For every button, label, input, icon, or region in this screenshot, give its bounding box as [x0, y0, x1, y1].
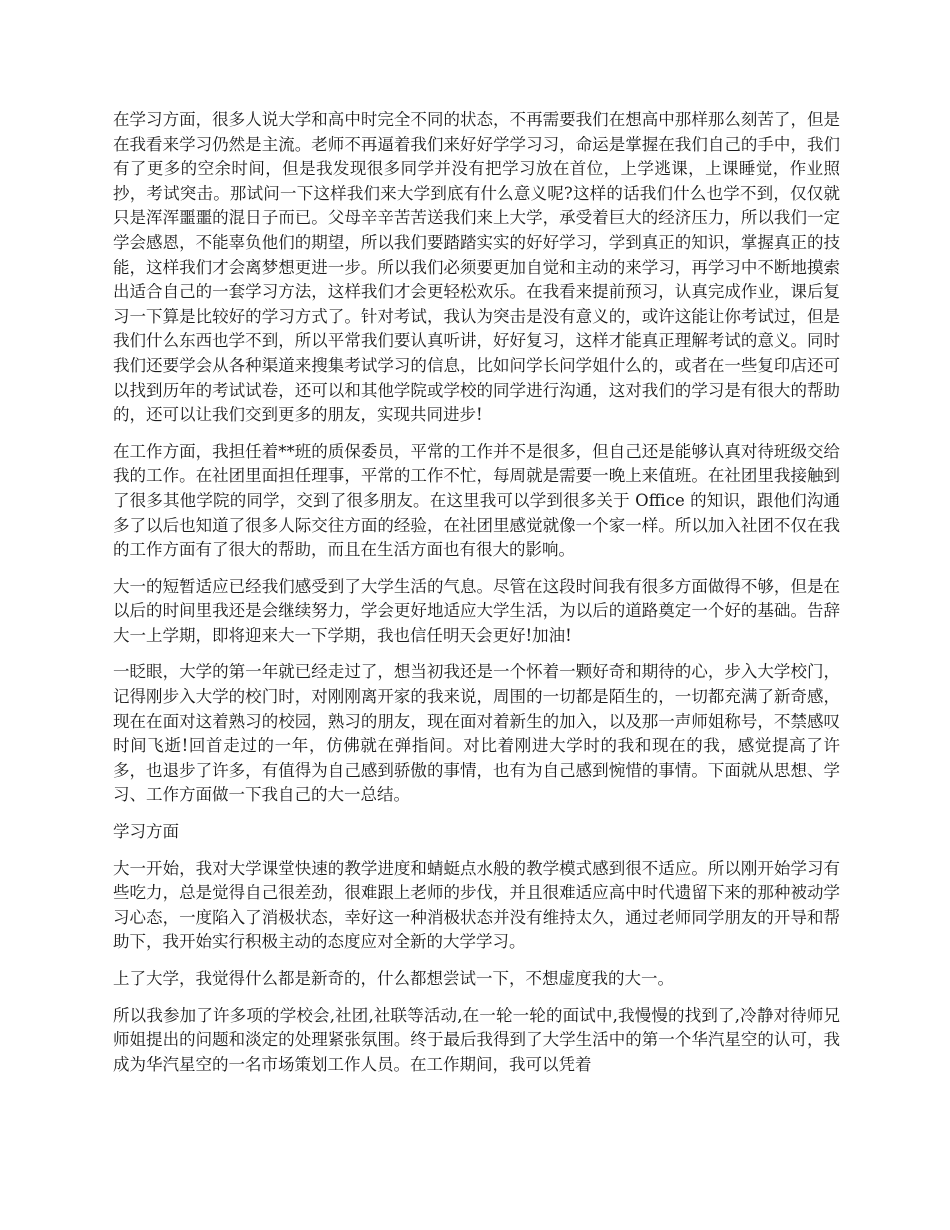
section-heading-study: 学习方面 — [113, 822, 179, 842]
paragraph-novelty: 上了大学，我觉得什么都是新奇的，什么都想尝试一下，不想虚度我的大一。 — [113, 969, 674, 988]
document-page — [113, 108, 840, 1089]
paragraph-study: 在学习方面，很多人说大学和高中时完全不同的状态，不再需要我们在想高中那样那么刻苦了，但是在我看来学习仍然是主流。老师不再逼着我们来好好学学习习，命运是掌握在我们自己的手中，我们有了更多的空余时间，但是我发现很多同学并没有把学习放在首位，上学逃课，上课睡觉，作业照抄，考试突击。那试问一下这样我们来大学到底有什么意义呢?这样的话我们什么也学不到，仅仅就只是浑浑噩噩的混日子而已。父母辛辛苦苦送我们来上大学，承受着巨大的经济压力，所以我们一定学会感恩，不能辜负他们的期望，所以我们要踏踏实实的好好学习，学到真正的知识，掌握真正的技能，这样我们才会离梦想更进一步。所以我们必须要更加自觉和主动的来学习，再学习中不断地摸索出适合自己的一套学习方法，这样我们才会更轻松欢乐。在我看来提前预习，认真完成作业，课后复习一下算是比较好的学习方式了。针对考试，我认为突击是没有意义的，或许这能让你考试过，但是我们什么东西也学不到，所以平常我们要认真听讲，好好复习，这样才能真正理解考试的意义。同时我们还要学会从各种渠道来搜集考试学习的信息，比如问学长问学姐什么的，或者在一些复印店还可以找到历年的考试试卷，还可以和其他学院或学校的同学进行沟通，这对我们的学习是有很大的帮助的，还可以让我们交到更多的朋友，实现共同进步! — [113, 110, 840, 425]
paragraph-adaptation: 大一的短暂适应已经我们感受到了大学生活的气息。尽管在这段时间我有很多方面做得不够，但是在以后的时间里我还是会继续努力，学会更好地适应大学生活，为以后的道路奠定一个好的基础。告辞大一上学期，即将迎来大一下学期，我也信任明天会更好!加油! — [113, 576, 840, 645]
paragraph-first-year-review: 一眨眼，大学的第一年就已经走过了，想当初我还是一个怀着一颗好奇和期待的心，步入大学校门，记得刚步入大学的校门时，对刚刚离开家的我来说，周围的一切都是陌生的，一切都充满了新奇感，现在在面对这着熟习的校园，熟习的朋友，现在面对着新生的加入，以及那一声师姐称号，不禁感叹时间飞逝!回首走过的一年，仿佛就在弹指间。对比着刚进大学时的我和现在的我，感觉提高了许多，也退步了许多，有值得为自己感到骄傲的事情，也有为自己感到惋惜的事情。下面就从思想、学习、工作方面做一下我自己的大一总结。 — [113, 662, 840, 805]
paragraph-work: 在工作方面，我担任着**班的质保委员，平常的工作并不是很多，但自己还是能够认真对待班级交给我的工作。在社团里面担任理事，平常的工作不忙，每周就是需要一晚上来值班。在社团里我接触到了很多其他学院的同学，交到了很多朋友。在这里我可以学到很多关于 Office 的知识，跟他们沟通多了以后也知道了很多人际交往方面的经验，在社团里感觉就像一个家一样。所以加入社团不仅在我的工作方面有了很大的帮助，而且在生活方面也有很大的影响。 — [113, 441, 840, 560]
paragraph-activities: 所以我参加了许多项的学校会,社团,社联等活动,在一轮一轮的面试中,我慢慢的找到了,冷静对待师兄师姐提出的问题和淡定的处理紧张氛围。终于最后我得到了大学生活中的第一个华汽星空的认可，我成为华汽星空的一名市场策划工作人员。在工作期间，我可以凭着 — [113, 1005, 840, 1074]
paragraph-study-start: 大一开始，我对大学课堂快速的教学进度和蜻蜓点水般的教学模式感到很不适应。所以刚开始学习有些吃力，总是觉得自己很差劲，很难跟上老师的步伐，并且很难适应高中时代遗留下来的那种被动学习心态，一度陷入了消极状态，幸好这一种消极状态并没有维持太久，通过老师同学朋友的开导和帮助下，我开始实行积极主动的态度应对全新的大学学习。 — [113, 858, 840, 952]
